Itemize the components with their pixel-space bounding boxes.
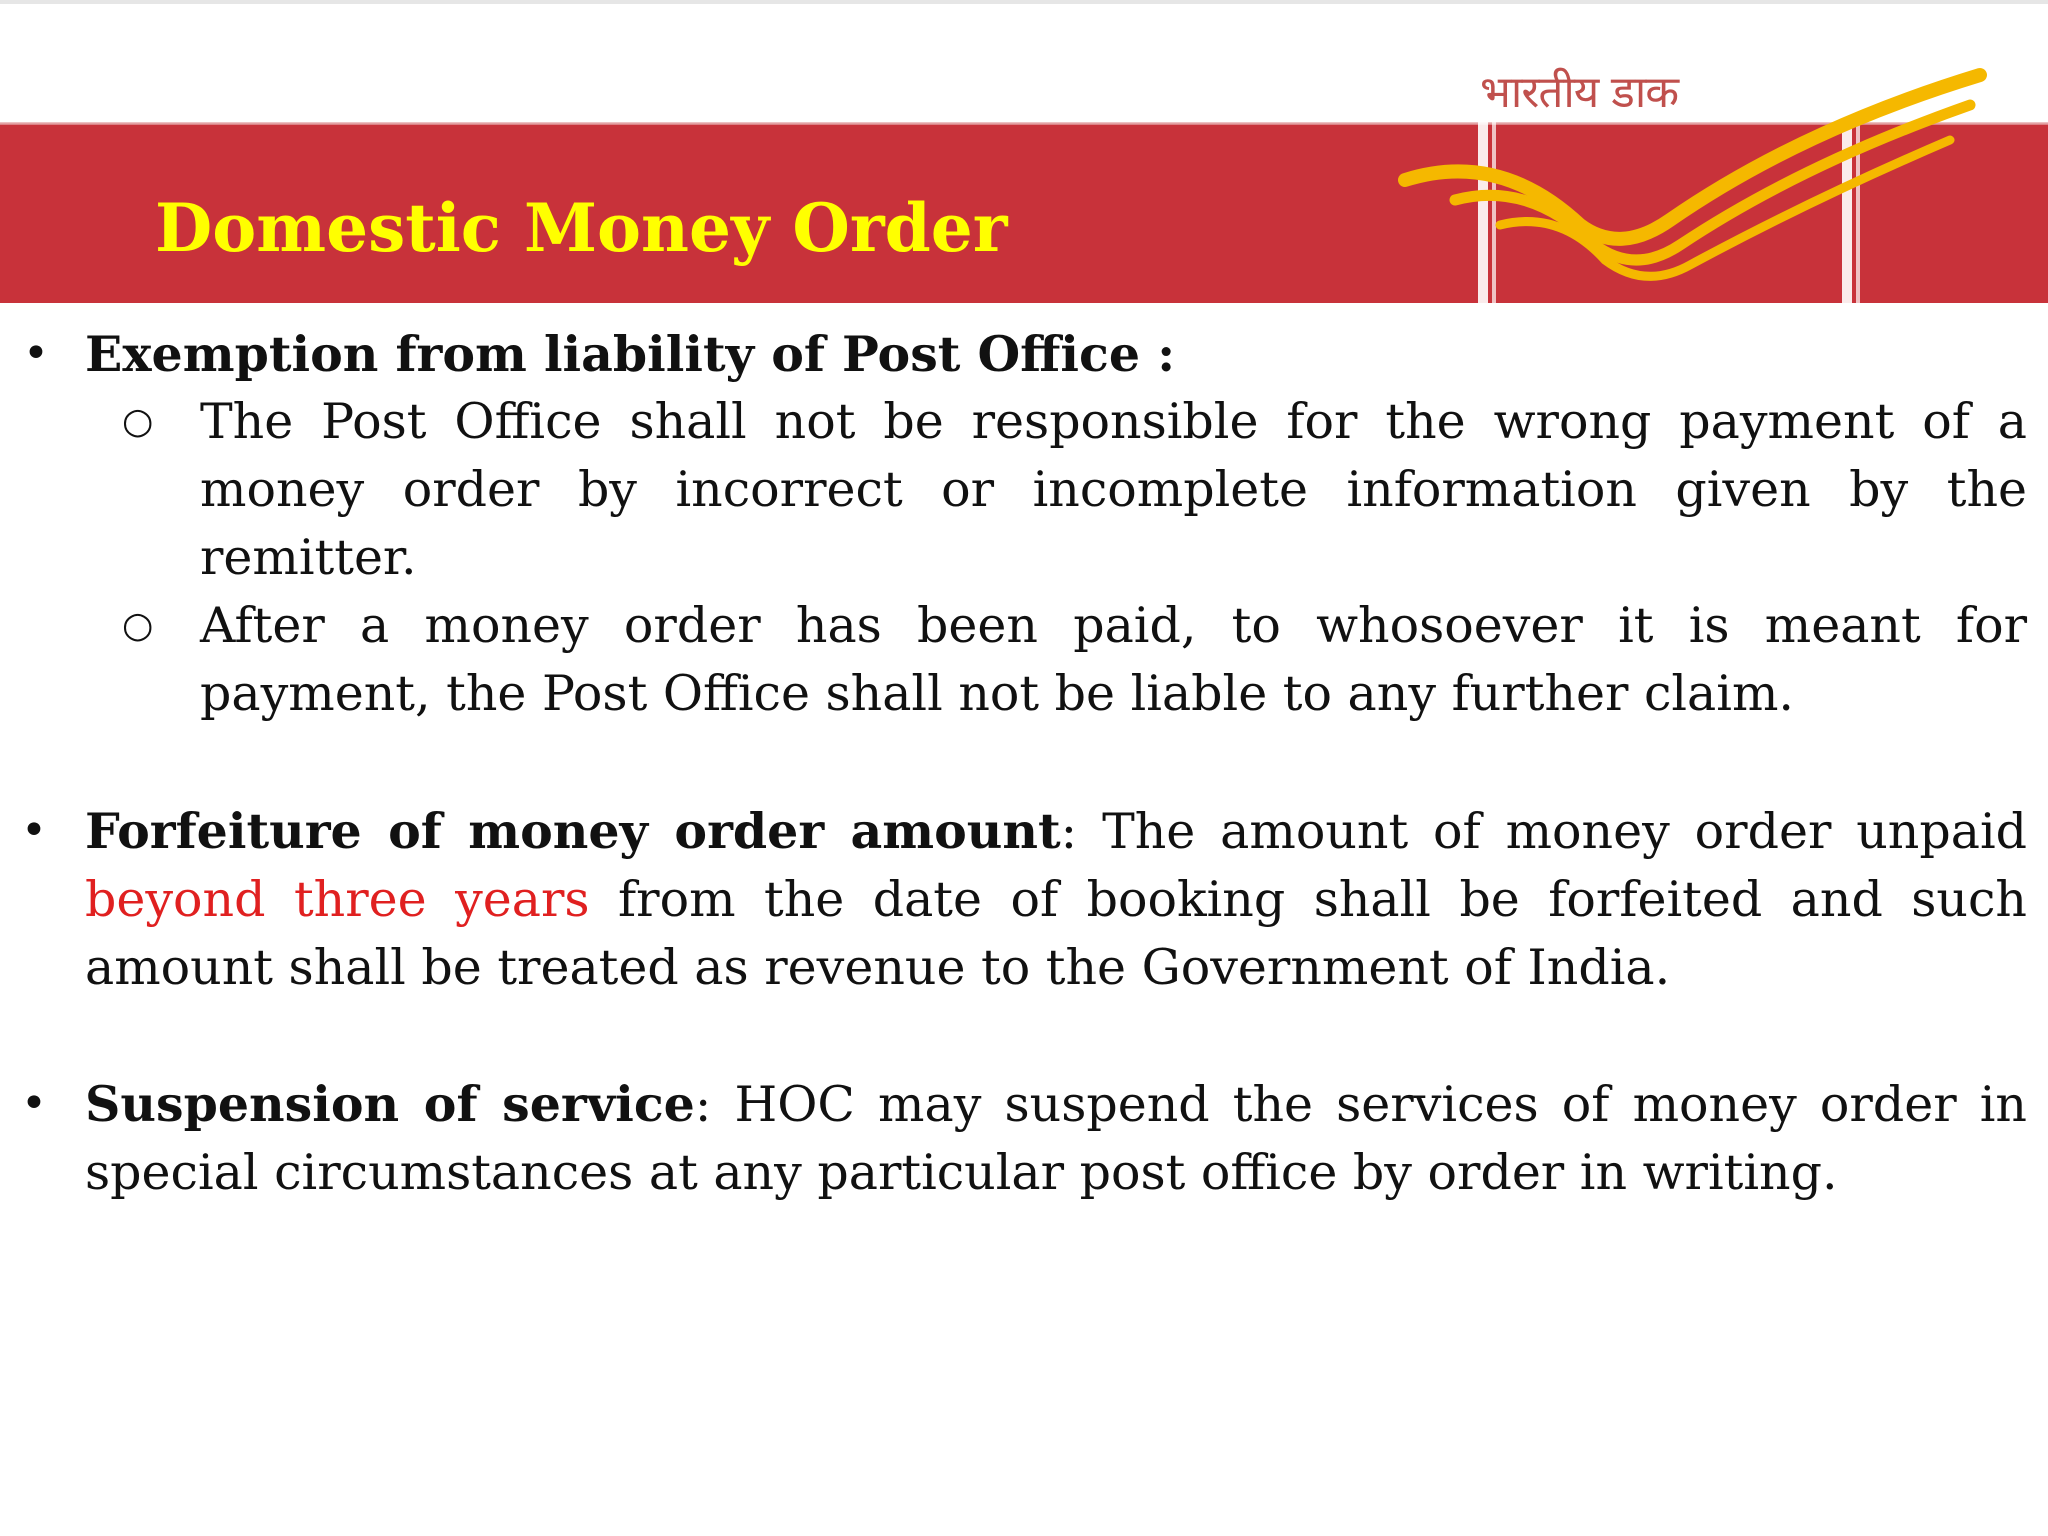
bullet-icon: •	[23, 328, 49, 379]
bullet-icon: •	[21, 1078, 47, 1129]
top-rule	[0, 0, 2048, 4]
bullet-text: : The amount of money order unpaid	[1060, 803, 2027, 860]
sub-bullet-wrong-payment	[122, 388, 2027, 592]
highlight-text: beyond three years	[85, 871, 590, 928]
bullet-forfeiture	[21, 797, 2027, 1002]
circle-bullet-icon: ○	[122, 401, 154, 442]
bullet-text: from the date of booking shall be forfeited and such amount shall be treated as revenue to the Government of India.	[85, 871, 2027, 996]
sub-bullet-text: The Post Office shall not be responsible for the wrong payment of a money order by incorrect or incomplete information given by the remitter.	[200, 393, 2027, 586]
bullet-icon: •	[21, 805, 47, 856]
bullet-heading: Exemption from liability of Post Office :	[85, 325, 1176, 383]
bullet-text: : HOC may suspend the services of money order in special circumstances at any particular post office by order in writing.	[85, 1076, 2027, 1201]
bullet-heading: Suspension of service	[85, 1075, 695, 1133]
logo-text: भारतीय डाक	[1480, 67, 1679, 118]
circle-bullet-icon: ○	[122, 605, 154, 646]
bullet-heading: Forfeiture of money order amount	[85, 802, 1061, 860]
bullet-suspension	[21, 1070, 2027, 1207]
sub-bullet-text: After a money order has been paid, to whosoever it is meant for payment, the Post Office shall not be liable to any further claim.	[200, 597, 2027, 722]
bullet-exemption	[23, 320, 2027, 389]
india-post-logo-icon	[1380, 50, 2000, 304]
slide-title: Domestic Money Order	[155, 189, 1008, 267]
sub-bullet-paid	[122, 592, 2027, 728]
